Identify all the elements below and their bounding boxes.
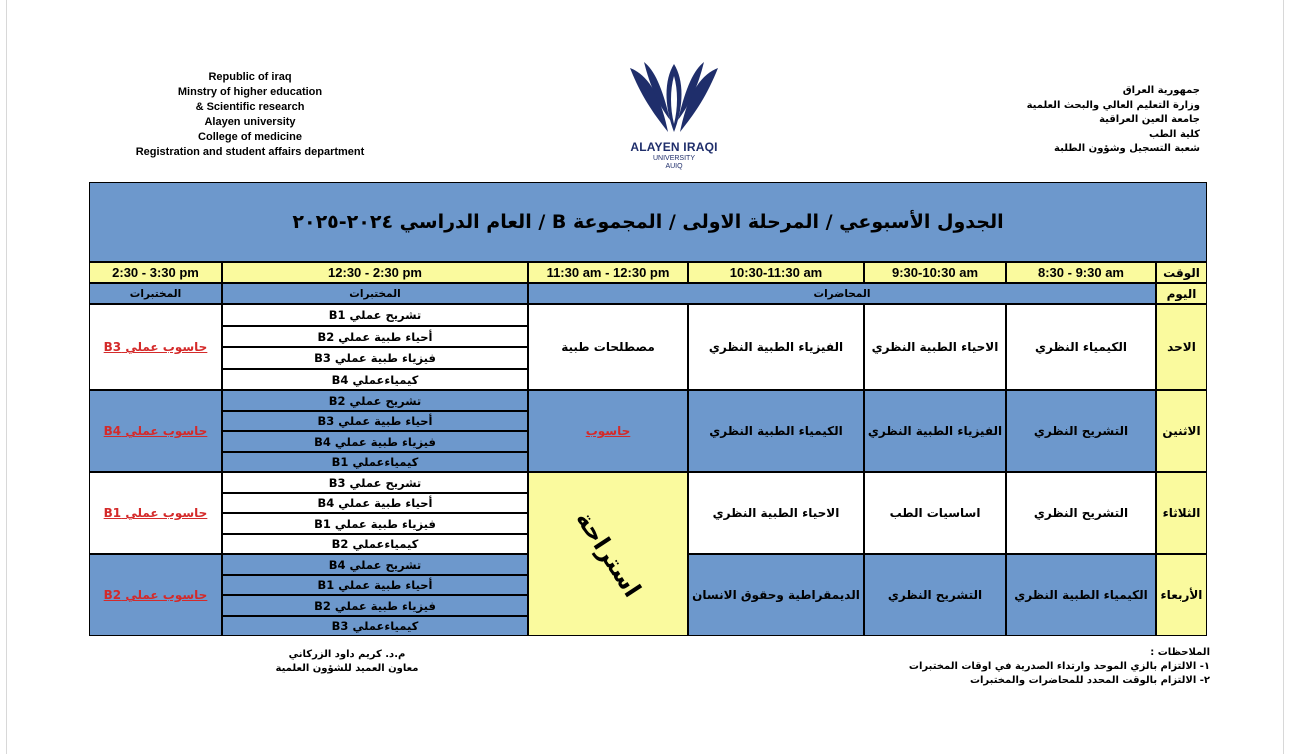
lab-cell: كيمياءعملي B3 [222, 616, 528, 636]
header-line: Alayen university [204, 116, 296, 128]
lab-cell: أحياء طبية عملي B3 [222, 411, 528, 431]
english-header [120, 70, 380, 160]
lecture-cell: التشريح النظري [864, 554, 1006, 636]
header-line: Minstry of higher education [177, 86, 323, 98]
header-line: كلية الطب [1148, 128, 1200, 140]
lecture-cell: الاحياء الطبية النظري [864, 304, 1006, 390]
time-header-cell: 12:30 - 2:30 pm [222, 262, 528, 283]
logo-subtitle-line: UNIVERSITY [652, 155, 695, 162]
labs-subheader: المختبرات [89, 283, 222, 304]
rest-break-label: استراحة [569, 505, 647, 603]
arabic-header [960, 84, 1200, 157]
lecture-cell: الكيمياء الطبية النظري [1006, 554, 1156, 636]
lab-cell: أحياء طبية عملي B2 [222, 326, 528, 347]
time-header-cell: 2:30 - 3:30 pm [89, 262, 222, 283]
computer-lab-cell [89, 554, 222, 636]
header-line: وزارة التعليم العالي والبحث العلمية [1026, 99, 1200, 111]
lab-cell: كيمياءعملي B4 [222, 369, 528, 390]
lab-cell: فيزياء طبية عملي B1 [222, 513, 528, 534]
lecture-cell: مصطلحات طبية [528, 304, 688, 390]
lab-cell: كيمياءعملي B2 [222, 534, 528, 554]
page-edge [1283, 0, 1284, 754]
lecture-cell: الفيزياء الطبية النظري [688, 304, 864, 390]
computer-lab-link[interactable]: حاسوب عملي B1 [103, 506, 208, 520]
lecture-cell: الكيمياء الطبية النظري [688, 390, 864, 472]
computer-lecture-link[interactable]: حاسوب [585, 424, 631, 438]
computer-lab-link[interactable]: حاسوب عملي B4 [103, 424, 208, 438]
logo-subtitle-line: AUIQ [665, 163, 683, 170]
computer-lab-cell [89, 472, 222, 554]
schedule-table [89, 182, 1207, 636]
logo-subtitle [620, 155, 728, 171]
note-item: ٢- الالتزام بالوقت المحدد للمحاضرات والمختبرات [969, 675, 1210, 686]
signature-block [262, 648, 432, 676]
computer-lab-link[interactable]: حاسوب عملي B3 [103, 340, 208, 354]
header-line: جامعة العين العراقية [1099, 114, 1200, 125]
day-monday: الاثنين [1156, 390, 1207, 472]
lab-cell: فيزياء طبية عملي B2 [222, 595, 528, 616]
time-label: الوقت [1156, 262, 1207, 283]
lab-cell: فيزياء طبية عملي B4 [222, 431, 528, 452]
computer-lab-link[interactable]: حاسوب عملي B2 [103, 588, 208, 602]
note-item: ١- الالتزام بالزي الموحد وارتداء الصدرية في اوقات المختبرات [908, 661, 1210, 672]
time-header-cell: 8:30 - 9:30 am [1006, 262, 1156, 283]
notes-title: الملاحظات : [1150, 647, 1210, 658]
lab-cell: تشريح عملي B4 [222, 554, 528, 575]
lecture-cell: الاحياء الطبية النظري [688, 472, 864, 554]
lab-cell: كيمياءعملي B1 [222, 452, 528, 472]
lab-cell: أحياء طبية عملي B4 [222, 493, 528, 513]
signatory-role: معاون العميد للشؤون العلمية [275, 663, 419, 674]
lecture-cell: الفيزياء الطبية النظري [864, 390, 1006, 472]
lab-cell: تشريح عملي B2 [222, 390, 528, 411]
day-tuesday: الثلاثاء [1156, 472, 1207, 554]
rest-break-cell [528, 472, 688, 636]
day-label: اليوم [1156, 283, 1207, 304]
header-line: Registration and student affairs department [135, 146, 365, 158]
lab-cell: فيزياء طبية عملي B3 [222, 347, 528, 369]
header-line: Republic of iraq [208, 71, 292, 83]
computer-lab-cell [89, 390, 222, 472]
labs-subheader: المختبرات [222, 283, 528, 304]
lecture-cell: التشريح النظري [1006, 390, 1156, 472]
header-line: College of medicine [198, 131, 302, 143]
lab-cell: أحياء طبية عملي B1 [222, 575, 528, 595]
lecture-cell: التشريح النظري [1006, 472, 1156, 554]
notes-section [910, 646, 1210, 688]
day-wednesday: الأربعاء [1156, 554, 1207, 636]
time-header-cell: 9:30-10:30 am [864, 262, 1006, 283]
signatory-name: م.د. كريم داود الزركاني [288, 649, 406, 660]
lecture-cell: اساسيات الطب [864, 472, 1006, 554]
lecture-cell [528, 390, 688, 472]
logo-name: ALAYEN IRAQI [630, 140, 718, 154]
lecture-cell: الكيمياء النظري [1006, 304, 1156, 390]
university-logo [620, 58, 728, 176]
time-header-cell: 11:30 am - 12:30 pm [528, 262, 688, 283]
computer-lab-cell [89, 304, 222, 390]
header-line: شعبة التسجيل وشؤون الطلبة [1054, 143, 1200, 154]
schedule-title: الجدول الأسبوعي / المرحلة الاولى / المجموعة B / العام الدراسي ٢٠٢٤-٢٠٢٥ [89, 182, 1207, 262]
tulip-logo-icon [620, 58, 728, 140]
page-edge [6, 0, 7, 754]
header-line: & Scientific research [195, 101, 305, 113]
lectures-subheader: المحاضرات [528, 283, 1156, 304]
time-header-cell: 10:30-11:30 am [688, 262, 864, 283]
header-line: جمهورية العراق [1122, 85, 1200, 96]
day-sunday: الاحد [1156, 304, 1207, 390]
lecture-cell: الديمقراطية وحقوق الانسان [688, 554, 864, 636]
lab-cell: تشريح عملي B3 [222, 472, 528, 493]
lab-cell: تشريح عملي B1 [222, 304, 528, 326]
